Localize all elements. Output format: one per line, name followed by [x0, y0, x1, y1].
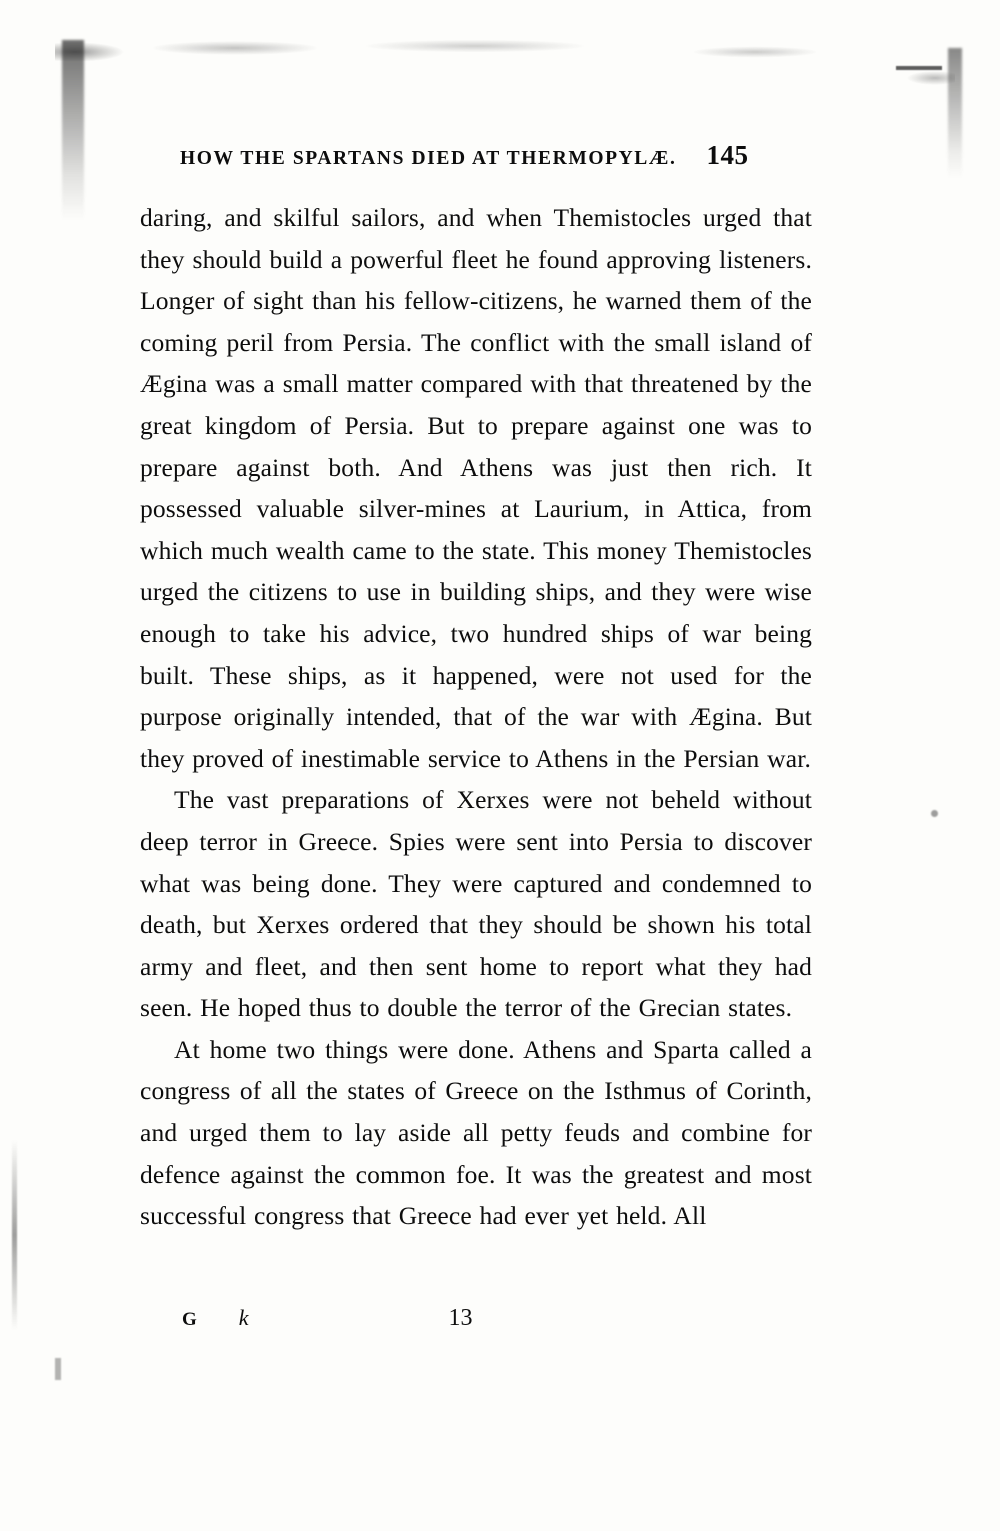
paragraph-2: The vast preparations of Xerxes were not beheld without deep terror in Greece. Spies were sent into Persia to discover what was being done. They were captured and condemned to death, but Xerxes ordered that they should be shown his total army and fleet, and then sent home to report what they had seen. He hoped thus to double the terror of the Grecian states.: [140, 785, 812, 1023]
running-head-title: HOW THE SPARTANS DIED AT THERMOPYLÆ.: [180, 148, 677, 169]
signature-number: 13: [448, 1305, 473, 1331]
signature-mark-alt: k: [238, 1305, 249, 1330]
scan-artifact-top-edge: [55, 38, 955, 96]
paragraph-1: daring, and skilful sailors, and when Themistocles urged that they should build a powerful fleet he found approving listeners. Longer of sight than his fellow-citizens, he warned them of the coming peril from Persia. The conflict with the small island of Ægina was a small matter compared with that threatened by the great kingdom of Persia. But to prepare against one was to prepare against both. And Athens was just then rich. It possessed valuable silver-mines at Laurium, in Attica, from which much wealth came to the state. This money Themistocles urged the citizens to use in building ships, and they were wise enough to take his advice, two hundred ships of war being built. These ships, as it happened, were not used for the purpose originally intended, that of the war with Ægina. But they proved of inestimable service to Athens in the Persian war.: [140, 203, 812, 773]
signature-mark: G: [182, 1309, 197, 1330]
page-content: [140, 140, 812, 1237]
scan-artifact-speck-top-right: [896, 66, 942, 70]
paragraph-3: At home two things were done. Athens and Sparta called a congress of all the states of Greece on the Isthmus of Corinth, and urged them to lay aside all petty feuds and combine for defence against the common foe. It was the greatest and most successful congress that Greece had ever yet held. All: [140, 1034, 812, 1231]
scan-artifact-speck-bottom-left: [55, 1358, 61, 1380]
scan-artifact-left-margin: [12, 1140, 17, 1330]
running-head: [140, 140, 812, 171]
page-number: 145: [706, 140, 749, 170]
scan-artifact-right-edge: [948, 48, 962, 178]
scan-artifact-left-edge: [62, 40, 84, 220]
scan-artifact-speck-right: [931, 810, 938, 817]
page-footer: [140, 1305, 812, 1332]
